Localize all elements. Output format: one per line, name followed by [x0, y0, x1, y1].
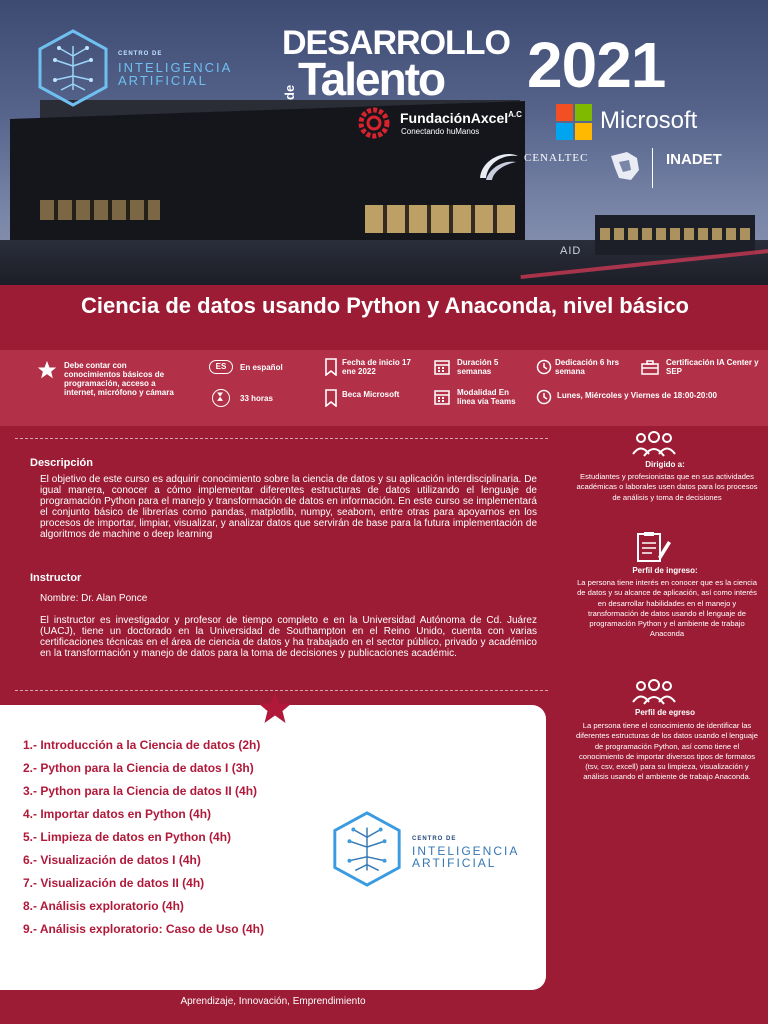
module-item: 6.- Visualización de datos I (4h) — [23, 853, 201, 867]
course-title: Ciencia de datos usando Python y Anaconda, nivel básico — [81, 293, 689, 318]
clipboard-icon — [634, 531, 672, 563]
info-requisito: Debe contar con conocimientos básicos de programación, acceso a internet, micrófono y cámara — [64, 361, 174, 397]
egreso-text: La persona tiene el conocimiento de identificar las diferentes estructuras de los datos usando el lenguaje de programación Python, así como tiene el conocimiento de importar diversos tipos de formatos (tsv, csv, excell) para su limpieza, visualización y análisis usando el ambiente de trabajo Anaconda. — [576, 721, 758, 782]
card-logo-line2: ARTIFICIAL — [412, 856, 497, 870]
star-icon — [37, 360, 57, 380]
info-horario: Lunes, Miércoles y Viernes de 18:00-20:00 — [557, 391, 717, 400]
hero-banner — [0, 0, 768, 285]
instructor-heading: Instructor — [30, 572, 82, 584]
instructor-name: Nombre: Dr. Alan Ponce — [40, 593, 148, 604]
card-logo-small: CENTRO DE — [412, 836, 457, 842]
dirigido-text: Estudiantes y profesionistas que en sus actividades académicas o laborales usen datos para los procesos de análisis y toma de decisiones — [576, 472, 758, 502]
module-item: 3.- Python para la Ciencia de datos II (4h) — [23, 784, 258, 798]
calendar-icon — [434, 359, 450, 375]
module-item: 1.- Introducción a la Ciencia de datos (2h) — [23, 738, 261, 752]
sponsor-microsoft: Microsoft — [600, 107, 698, 134]
sponsor-cenaltec: CENALTEC — [524, 152, 589, 164]
divider-top — [15, 438, 548, 439]
logo-small: CENTRO DE — [118, 51, 163, 57]
sponsor-axcel: FundaciónAxcel$^{A.C}$ — [400, 110, 522, 126]
title-year: 2021 — [527, 29, 666, 101]
aid-mark: AID — [560, 245, 582, 257]
info-certificacion: Certificación IA Center y SEP — [666, 358, 759, 376]
ingreso-text: La persona tiene interés en conocer que es la ciencia de datos y su alcance de aplicación, así como interés en desarrollar habilidades en el manejo y transformación de datos usando el lenguaje de programación Python y el ambiente de trabajo Anaconda — [577, 578, 757, 639]
footer-tagline: Aprendizaje, Innovación, Emprendimiento — [180, 996, 366, 1007]
building-right-windows — [600, 228, 750, 240]
logo-line2: ARTIFICIAL — [118, 73, 208, 88]
clock-icon — [536, 359, 552, 375]
info-horas: 33 horas — [240, 394, 273, 403]
ia-center-logo-icon — [33, 28, 113, 108]
clock-icon-2 — [536, 389, 552, 405]
module-item: 9.- Análisis exploratorio: Caso de Uso (4h) — [23, 922, 264, 936]
building-windows — [365, 205, 515, 233]
info-modalidad: Modalidad En línea vía Teams — [457, 388, 516, 406]
instructor-bio: El instructor es investigador y profesor de tiempo completo e en la Universidad Autónoma de Cd. Juárez (UACJ), tiene un doctorado en la Universidad de Southampton en el Reino Unido, cuenta con varias certificaciones técnicas en el área de ciencia de datos y ha trabajado en el sector público, privado y académico en la transformación y manejo de datos para la toma de decisiones y publicaciones académic. — [40, 615, 537, 659]
info-duracion: Duración 5 semanas — [457, 358, 499, 376]
state-map-icon — [607, 150, 641, 182]
descripcion-text: El objetivo de este curso es adquirir conocimiento sobre la ciencia de datos y su aplicación interdisciplinaria. De igual manera, conocer a cómo implementar diferentes estructuras de datos utilizando el lenguaje de programación Python para el manejo y transformación de datos en información. En este curso se implementará el conjunto básico de librerías como pandas, matplotlib, numpy, seaborn, entre otras para apoyarnos en los procesos de importar, limpiar, visualizar, y analizar datos que servirán de base para la futura implementación de algoritmos de machine o deep learning — [40, 474, 537, 540]
card-logo-line1: INTELIGENCIA — [412, 844, 520, 858]
ingreso-heading: Perfil de ingreso: — [632, 566, 698, 575]
info-beca: Beca Microsoft — [342, 390, 400, 399]
bookmark-icon — [324, 358, 338, 376]
inadet-divider — [652, 148, 653, 188]
microsoft-logo-icon — [556, 104, 592, 140]
cenaltec-swoosh-icon — [476, 148, 520, 184]
people-icon — [629, 430, 679, 458]
ia-center-logo-icon-2 — [327, 810, 407, 888]
module-item: 7.- Visualización de datos II (4h) — [23, 876, 205, 890]
star-decoration-icon — [256, 690, 294, 726]
ia-center-logo-text — [118, 48, 232, 87]
sponsor-axcel-tagline: Conectando huManos — [401, 127, 480, 136]
ia-center-logo-text-2 — [412, 833, 519, 869]
logo-line1: INTELIGENCIA — [118, 60, 233, 75]
title-de: de — [282, 84, 297, 100]
calendar-icon-2 — [434, 389, 450, 405]
title-talento: Talento — [298, 53, 445, 105]
title-desarrollo: DESARROLLO — [282, 24, 510, 62]
info-fecha: Fecha de inicio 17 ene 2022 — [342, 358, 411, 376]
briefcase-icon — [641, 360, 659, 375]
sponsor-inadet: INADET — [666, 151, 722, 168]
info-idioma: En español — [240, 363, 283, 372]
module-item: 5.- Limpieza de datos en Python (4h) — [23, 830, 232, 844]
info-dedicacion: Dedicación 6 hrs semana — [555, 358, 620, 376]
module-item: 8.- Análisis exploratorio (4h) — [23, 899, 184, 913]
module-item: 4.- Importar datos en Python (4h) — [23, 807, 212, 821]
hourglass-icon — [212, 389, 230, 407]
people-icon-2 — [629, 678, 679, 706]
egreso-heading: Perfil de egreso — [634, 708, 696, 717]
descripcion-heading: Descripción — [30, 457, 93, 469]
building-windows-left — [40, 200, 160, 220]
axcel-flower-icon — [353, 106, 395, 140]
bookmark-icon-2 — [324, 389, 338, 407]
language-badge: ES — [209, 360, 233, 374]
module-item: 2.- Python para la Ciencia de datos I (3h) — [23, 761, 254, 775]
dirigido-heading: Dirigido a: — [645, 460, 685, 469]
